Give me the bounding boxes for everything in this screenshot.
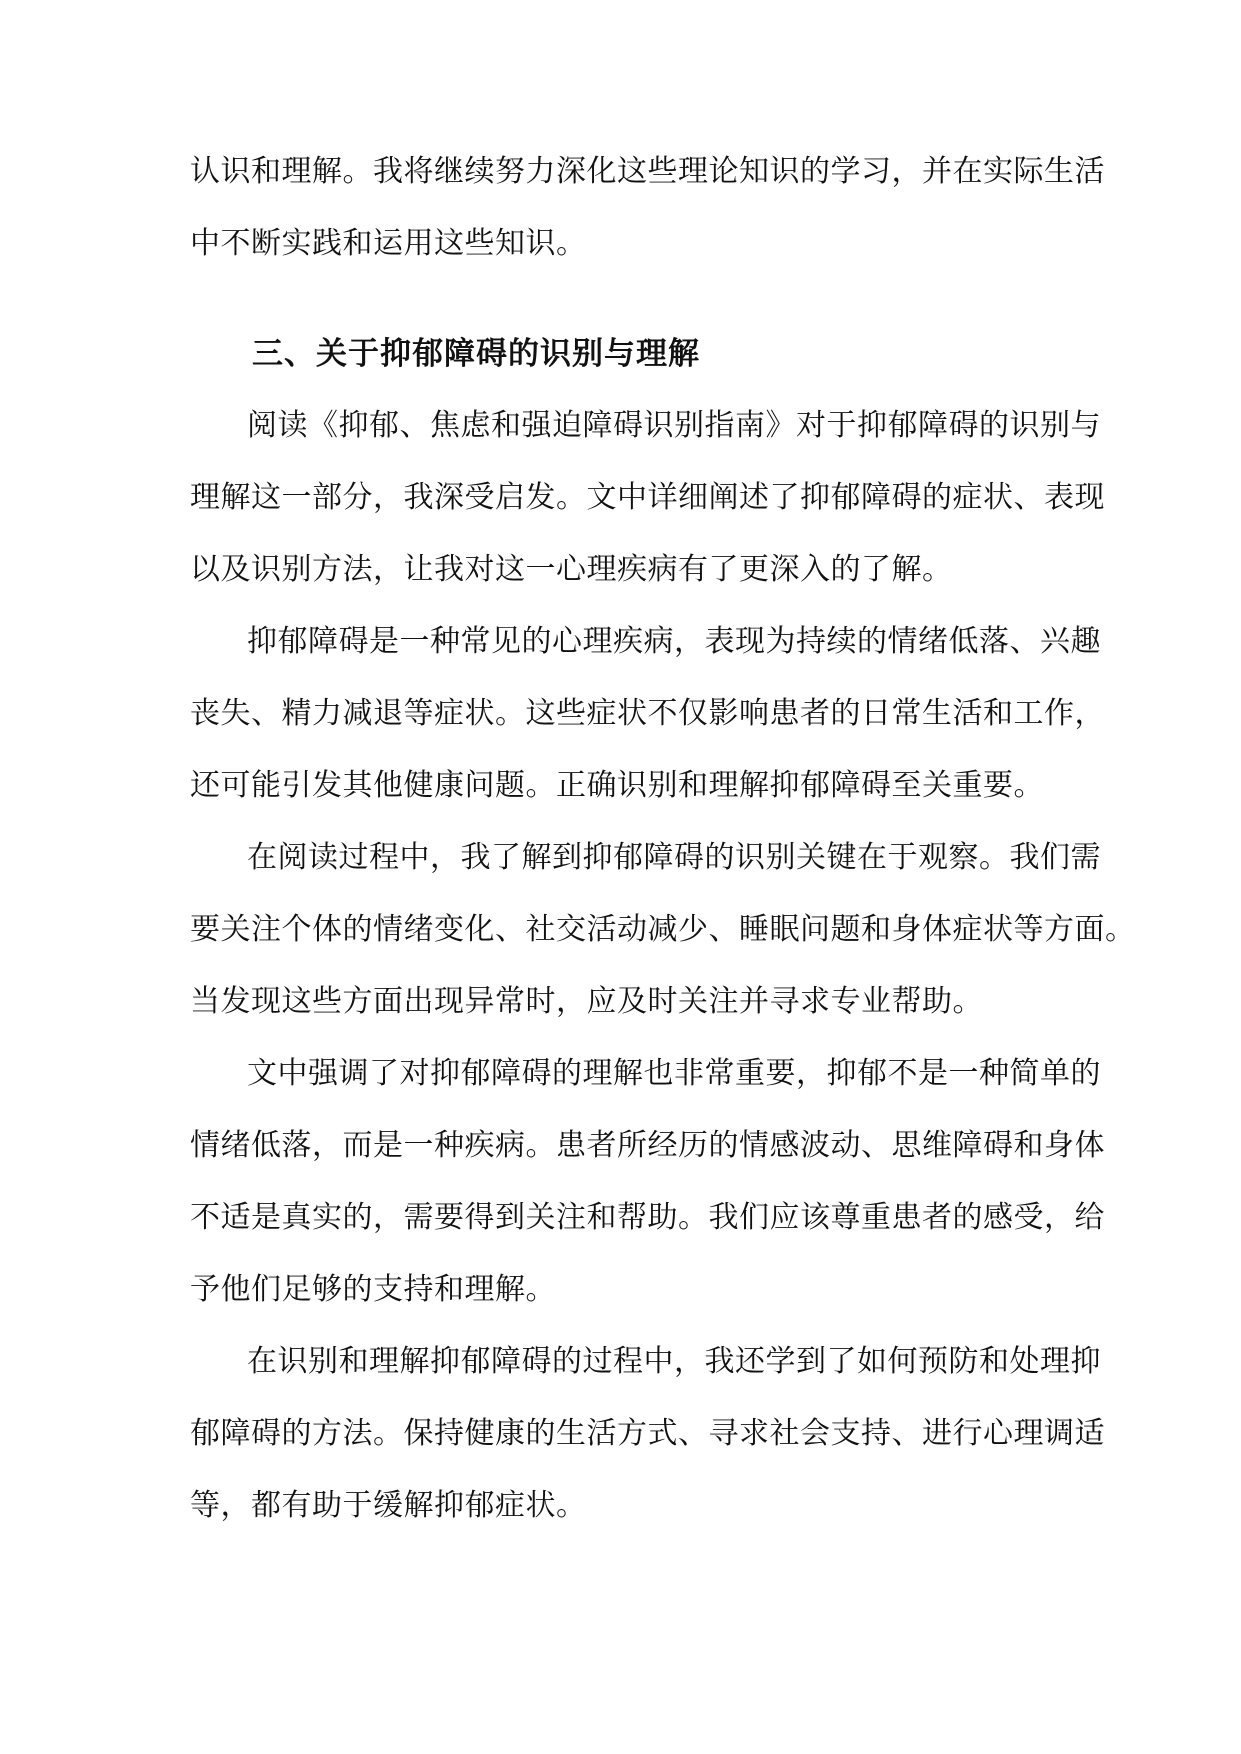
- paragraph-5-line-2: 郁障碍的方法。保持健康的生活方式、寻求社会支持、进行心理调适: [190, 1416, 1105, 1451]
- paragraph-3-line-3: 当发现这些方面出现异常时，应及时关注并寻求专业帮助。: [190, 984, 983, 1019]
- paragraph-4-line-2: 情绪低落，而是一种疾病。患者所经历的情感波动、思维障碍和身体: [190, 1128, 1105, 1163]
- paragraph-1-line-2: 理解这一部分，我深受启发。文中详细阐述了抑郁障碍的症状、表现: [190, 480, 1105, 515]
- paragraph-4-line-3: 不适是真实的，需要得到关注和帮助。我们应该尊重患者的感受，给: [190, 1200, 1105, 1235]
- paragraph-1-line-3: 以及识别方法，让我对这一心理疾病有了更深入的了解。: [190, 552, 953, 587]
- paragraph-4-line-1: 文中强调了对抑郁障碍的理解也非常重要，抑郁不是一种简单的: [247, 1056, 1101, 1091]
- section-heading: 三、关于抑郁障碍的识别与理解: [252, 336, 700, 372]
- paragraph-2-line-2: 丧失、精力减退等症状。这些症状不仅影响患者的日常生活和工作，: [190, 696, 1105, 731]
- paragraph-4-line-4: 予他们足够的支持和理解。: [190, 1272, 556, 1307]
- intro-line-2: 中不断实践和运用这些知识。: [190, 226, 587, 261]
- paragraph-2-line-1: 抑郁障碍是一种常见的心理疾病，表现为持续的情绪低落、兴趣: [247, 624, 1101, 659]
- paragraph-1-line-1: 阅读《抑郁、焦虑和强迫障碍识别指南》对于抑郁障碍的识别与: [247, 408, 1101, 443]
- paragraph-3-line-1: 在阅读过程中，我了解到抑郁障碍的识别关键在于观察。我们需: [247, 840, 1101, 875]
- intro-line-1: 认识和理解。我将继续努力深化这些理论知识的学习，并在实际生活: [190, 154, 1105, 189]
- paragraph-5-line-3: 等，都有助于缓解抑郁症状。: [190, 1488, 587, 1523]
- paragraph-3-line-2: 要关注个体的情绪变化、社交活动减少、睡眠问题和身体症状等方面。: [190, 912, 1136, 947]
- paragraph-2-line-3: 还可能引发其他健康问题。正确识别和理解抑郁障碍至关重要。: [190, 768, 1044, 803]
- paragraph-5-line-1: 在识别和理解抑郁障碍的过程中，我还学到了如何预防和处理抑: [247, 1344, 1101, 1379]
